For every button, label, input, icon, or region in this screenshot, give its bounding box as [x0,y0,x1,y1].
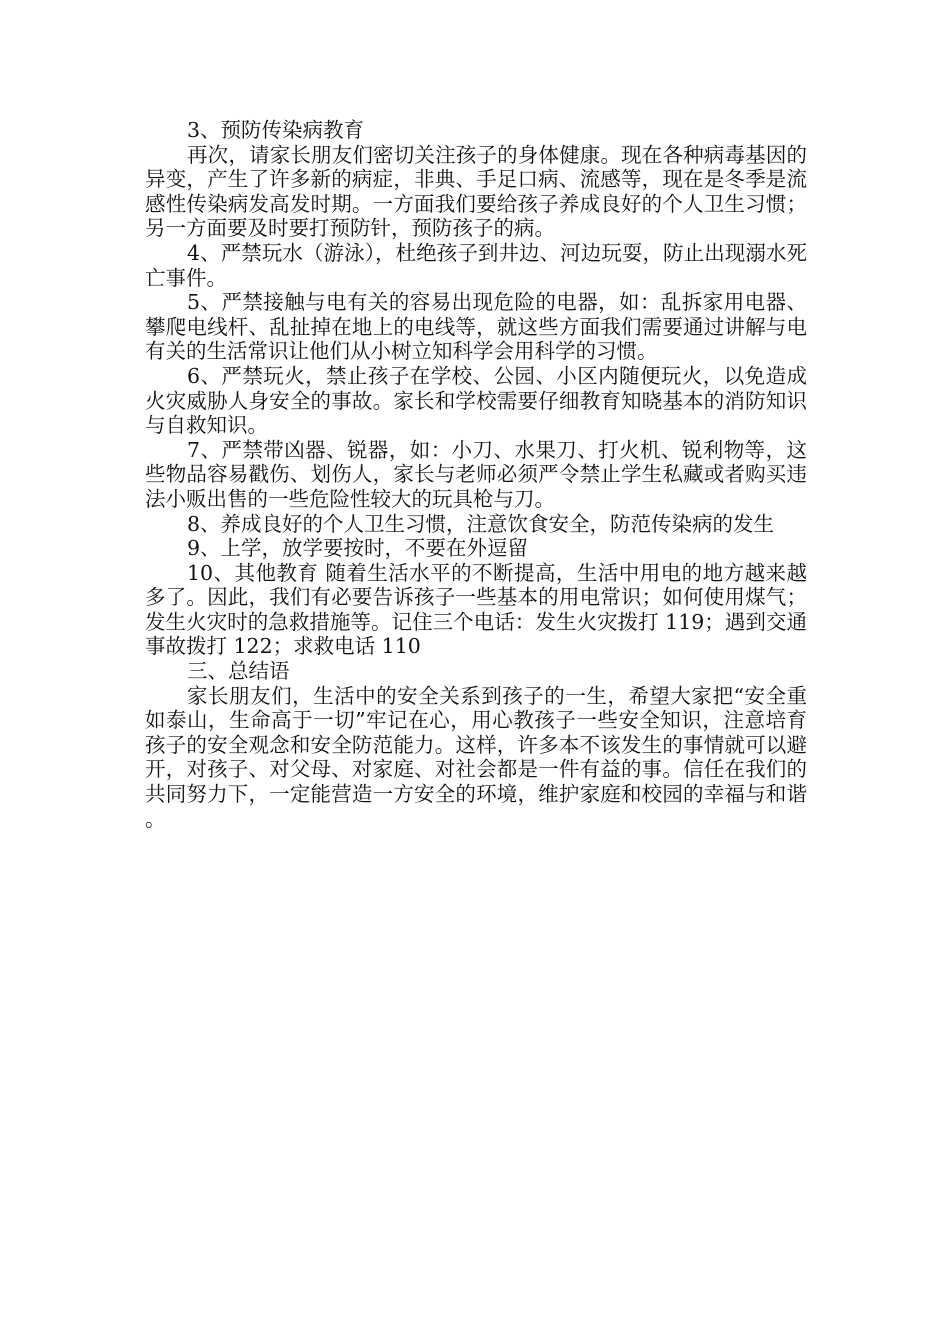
paragraph-water-safety: 4、严禁玩水（游泳），杜绝孩子到井边、河边玩耍，防止出现溺水死亡事件。 [145,240,807,290]
paragraph-hygiene: 8、养成良好的个人卫生习惯，注意饮食安全，防范传染病的发生 [187,511,775,536]
paragraph-summary: 家长朋友们，生活中的安全关系到孩子的一生，希望大家把“安全重如泰山，生命高于一切”牢记在心，用心教孩子一些安全知识，注意培育孩子的安全观念和安全防范能力。这样，许多本不该发生的事情就可以避开，对孩子、对父母、对家庭、对社会都是一件有益的事。信任在我们的共同努力下，一定能营造一方安全的环境，维护家庭和校园的幸福与和谐。 [145,683,807,831]
heading-summary: 三、总结语 [187,659,290,684]
paragraph-electrical-safety: 5、严禁接触与电有关的容易出现危险的电器，如：乱拆家用电器、攀爬电线杆、乱扯掉在地上的电线等，就这些方面我们需要通过讲解与电有关的生活常识让他们从小树立知科学会用科学的习惯。 [145,290,807,364]
paragraph-punctuality: 9、上学，放学要按时，不要在外逗留 [187,536,529,561]
paragraph-other-education: 10、其他教育 随着生活水平的不断提高，生活中用电的地方越来越多了。因此，我们有必要告诉孩子一些基本的用电常识；如何使用煤气；发生火灾时的急救措施等。记住三个电话：发生火灾拨打 119；遇到交通事故拨打 122；求救电话 110 [145,560,807,659]
heading-infectious-disease: 3、预防传染病教育 [187,118,365,142]
paragraph-fire-safety: 6、严禁玩火，禁止孩子在学校、公园、小区内随便玩火，以免造成火灾威胁人身安全的事故。家长和学校需要仔细教育知晓基本的消防知识与自救知识。 [145,363,807,438]
document-page [145,118,807,831]
paragraph-health: 再次，请家长朋友们密切关注孩子的身体健康。现在各种病毒基因的异变，产生了许多新的病症，非典、手足口病、流感等，现在是冬季是流感性传染病发高发时期。一方面我们要给孩子养成良好的个人卫生习惯；另一方面要及时要打预防针，预防孩子的病。 [145,142,807,241]
paragraph-weapons: 7、严禁带凶器、锐器，如：小刀、水果刀、打火机、锐利物等，这些物品容易戳伤、划伤人，家长与老师必须严令禁止学生私藏或者购买违法小贩出售的一些危险性较大的玩具枪与刀。 [145,437,807,511]
